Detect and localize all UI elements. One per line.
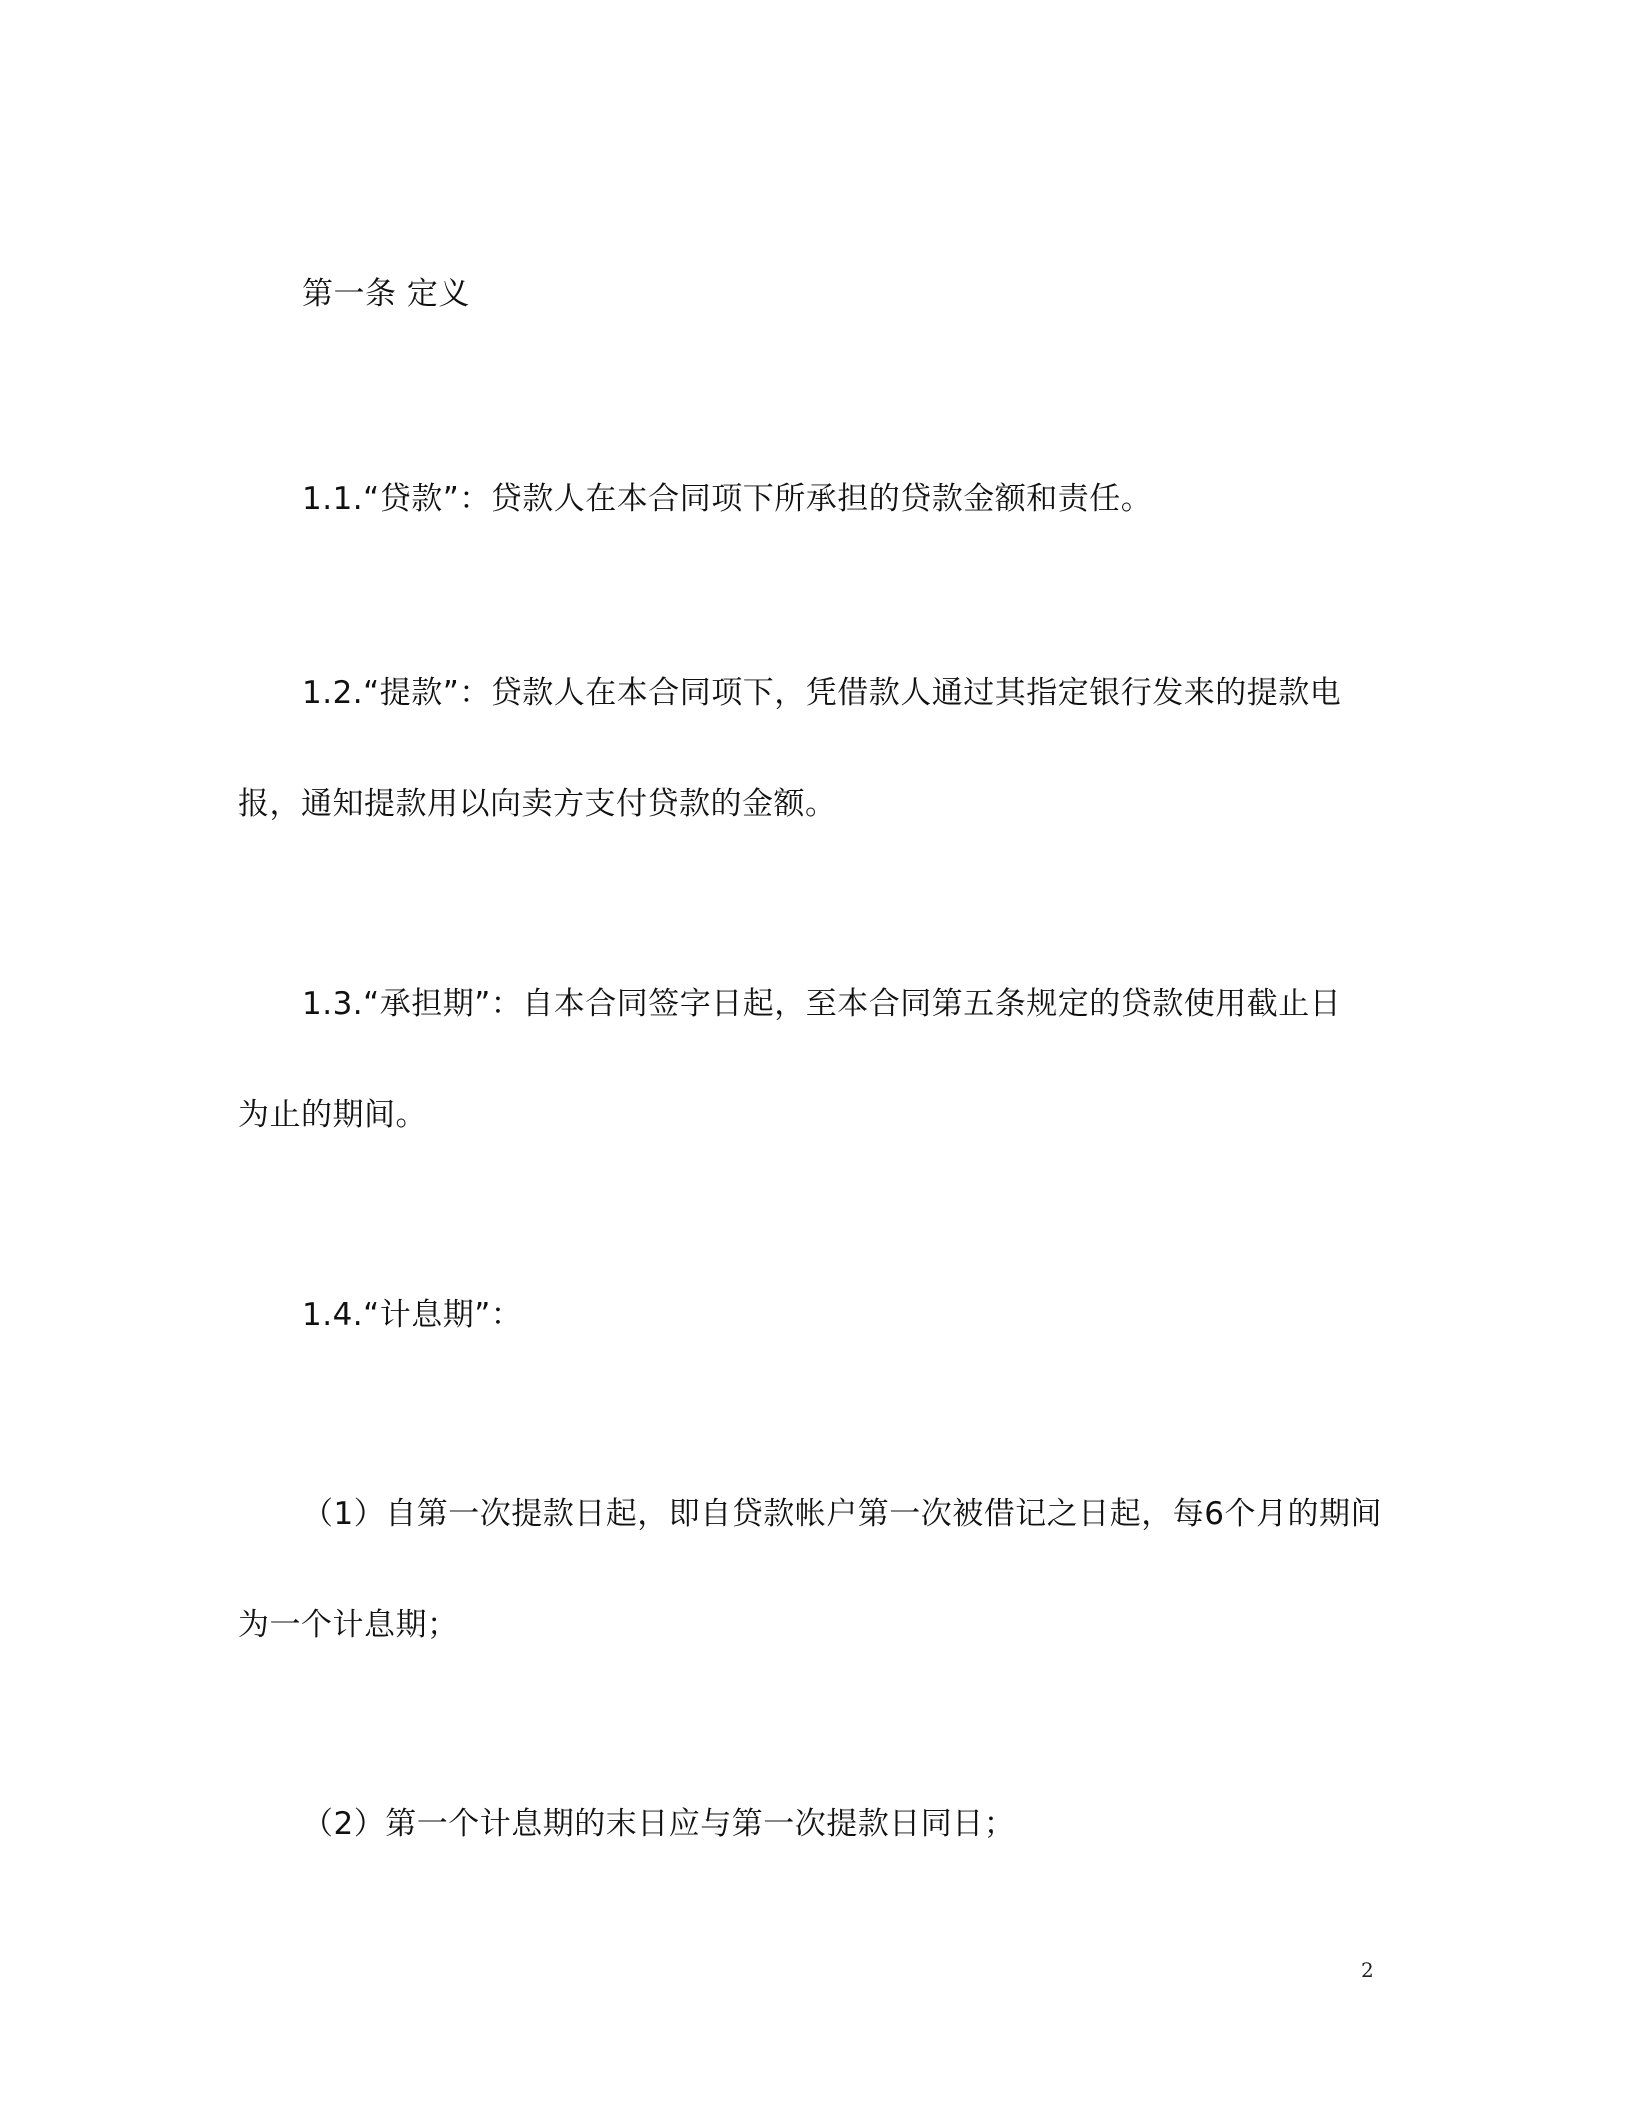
clause-1-2-line-1: 1.2.“提款”：贷款人在本合同项下，凭借款人通过其指定银行发来的提款电 xyxy=(302,675,1342,711)
page-number: 2 xyxy=(1361,1958,1374,1982)
clause-1-3-line-1: 1.3.“承担期”：自本合同签字日起，至本合同第五条规定的贷款使用截止日 xyxy=(302,986,1342,1022)
clause-1-2-line-2: 报，通知提款用以向卖方支付贷款的金额。 xyxy=(238,786,837,822)
clause-1-4-item-1-line-2: 为一个计息期； xyxy=(238,1607,459,1643)
section-heading: 第一条 定义 xyxy=(302,276,470,312)
clause-1-4-item-2: （2）第一个计息期的末日应与第一次提款日同日； xyxy=(302,1806,1016,1842)
clause-1-4: 1.4.“计息期”： xyxy=(302,1297,523,1333)
clause-1-3-line-2: 为止的期间。 xyxy=(238,1097,427,1133)
clause-1-1: 1.1.“贷款”：贷款人在本合同项下所承担的贷款金额和责任。 xyxy=(302,481,1153,517)
clause-1-4-item-1-line-1: （1）自第一次提款日起，即自贷款帐户第一次被借记之日起，每6个月的期间 xyxy=(302,1496,1382,1532)
